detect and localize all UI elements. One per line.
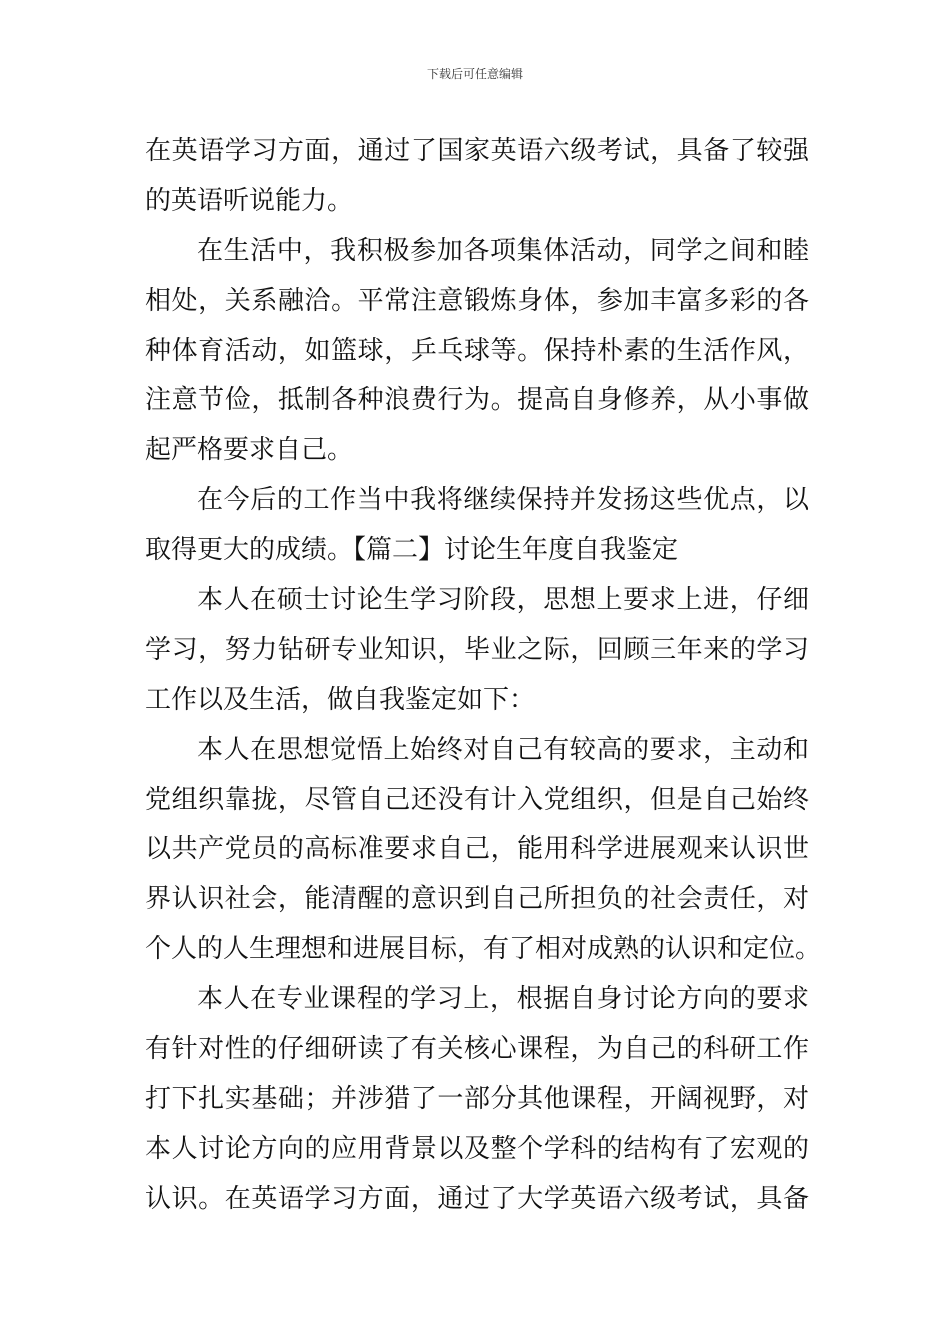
paragraph-start-line: 在今后的工作当中我将继续保持并发扬这些优点，以 (197, 485, 809, 516)
text-line: 种体育活动，如篮球，乒乓球等。保持朴素的生活作风， (145, 335, 809, 366)
text-line: 打下扎实基础；并涉猎了一部分其他课程，开阔视野，对 (145, 1083, 809, 1114)
text-line: 取得更大的成绩。【篇二】讨论生年度自我鉴定 (145, 535, 679, 566)
text-line: 的英语听说能力。 (145, 185, 354, 216)
page-header: 下载后可任意编辑 (426, 67, 523, 81)
paragraph-start-line: 本人在专业课程的学习上，根据自身讨论方向的要求 (197, 984, 809, 1015)
text-line: 本人讨论方向的应用背景以及整个学科的结构有了宏观的 (145, 1133, 809, 1164)
text-line: 有针对性的仔细研读了有关核心课程，为自己的科研工作 (145, 1034, 809, 1065)
document-body (145, 127, 822, 1225)
text-line: 认识。在英语学习方面，通过了大学英语六级考试，具备 (145, 1183, 809, 1214)
text-line: 相处，关系融洽。平常注意锻炼身体，参加丰富多彩的各 (145, 285, 809, 316)
text-line: 界认识社会，能清醒的意识到自己所担负的社会责任，对 (145, 884, 809, 915)
text-line: 个人的人生理想和进展目标，有了相对成熟的认识和定位。 (145, 934, 822, 965)
text-line: 工作以及生活，做自我鉴定如下： (145, 684, 536, 715)
text-line: 党组织靠拢，尽管自己还没有计入党组织，但是自己始终 (145, 784, 809, 815)
paragraph-start-line: 本人在思想觉悟上始终对自己有较高的要求，主动和 (197, 734, 809, 765)
text-line: 学习，努力钻研专业知识，毕业之际，回顾三年来的学习 (145, 634, 809, 665)
text-line: 注意节俭，抵制各种浪费行为。提高自身修养，从小事做 (145, 385, 809, 416)
text-line: 起严格要求自己。 (145, 435, 354, 466)
text-line: 在英语学习方面，通过了国家英语六级考试，具备了较强 (145, 136, 809, 166)
paragraph-start-line: 本人在硕士讨论生学习阶段，思想上要求上进，仔细 (197, 585, 809, 616)
paragraph-start-line: 在生活中，我积极参加各项集体活动，同学之间和睦 (197, 235, 809, 266)
text-line: 以共产党员的高标准要求自己，能用科学进展观来认识世 (145, 834, 809, 865)
